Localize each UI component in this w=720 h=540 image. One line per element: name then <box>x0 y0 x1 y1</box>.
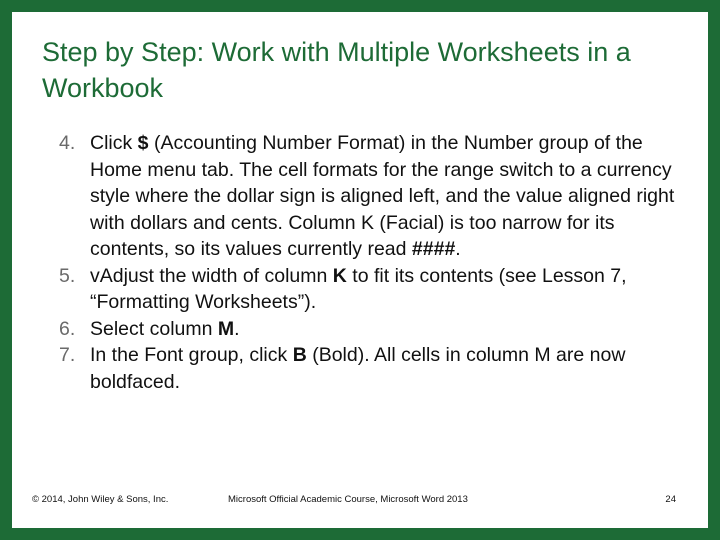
step-text-run: Select column <box>90 317 218 340</box>
step-text-run: (Accounting Number Format) in the Number group of the Home menu tab. The cell formats for the range switch to a currency style where the dollar sign is aligned left, and the value aligned right with dollars and cents. Column K (Facial) is too narrow for its contents, so its values currently read <box>90 132 675 260</box>
footer-copyright: © 2014, John Wiley & Sons, Inc. <box>32 494 169 505</box>
step-list <box>42 130 692 395</box>
step-text-run: In the Font group, click <box>90 344 293 366</box>
step-text-bold: #### <box>411 238 456 260</box>
step-number: 7. <box>59 344 76 366</box>
footer-course-name: Microsoft Official Academic Course, Microsoft Word 2013 <box>228 494 468 505</box>
step-text-bold: M <box>217 317 235 340</box>
step-item <box>42 130 692 263</box>
step-item <box>42 316 692 343</box>
slide-title: Step by Step: Work with Multiple Worksheets in a Workbook <box>42 37 631 103</box>
step-text-run: . <box>455 238 461 260</box>
step-number: 5. <box>59 264 76 287</box>
step-text-run: . <box>234 317 240 340</box>
step-text-bold: K <box>332 264 347 287</box>
footer <box>12 494 708 510</box>
step-text <box>90 263 692 316</box>
step-item <box>42 263 692 316</box>
step-text-run: Click <box>90 132 138 154</box>
step-text <box>90 130 692 263</box>
step-text-run: to fit its contents (see Lesson 7, “Formatting Worksheets”). <box>90 264 627 313</box>
step-text-run: (Bold). All cells in column M are now boldfaced. <box>90 344 626 393</box>
step-text-run: vAdjust the width of column <box>90 264 333 287</box>
step-text <box>90 316 692 343</box>
step-text-bold: B <box>292 344 307 366</box>
step-number: 6. <box>59 317 76 340</box>
page-number: 24 <box>665 494 676 505</box>
step-item <box>42 342 692 395</box>
step-number: 4. <box>59 132 76 154</box>
step-text <box>90 342 692 395</box>
step-text-bold: $ <box>137 132 149 154</box>
